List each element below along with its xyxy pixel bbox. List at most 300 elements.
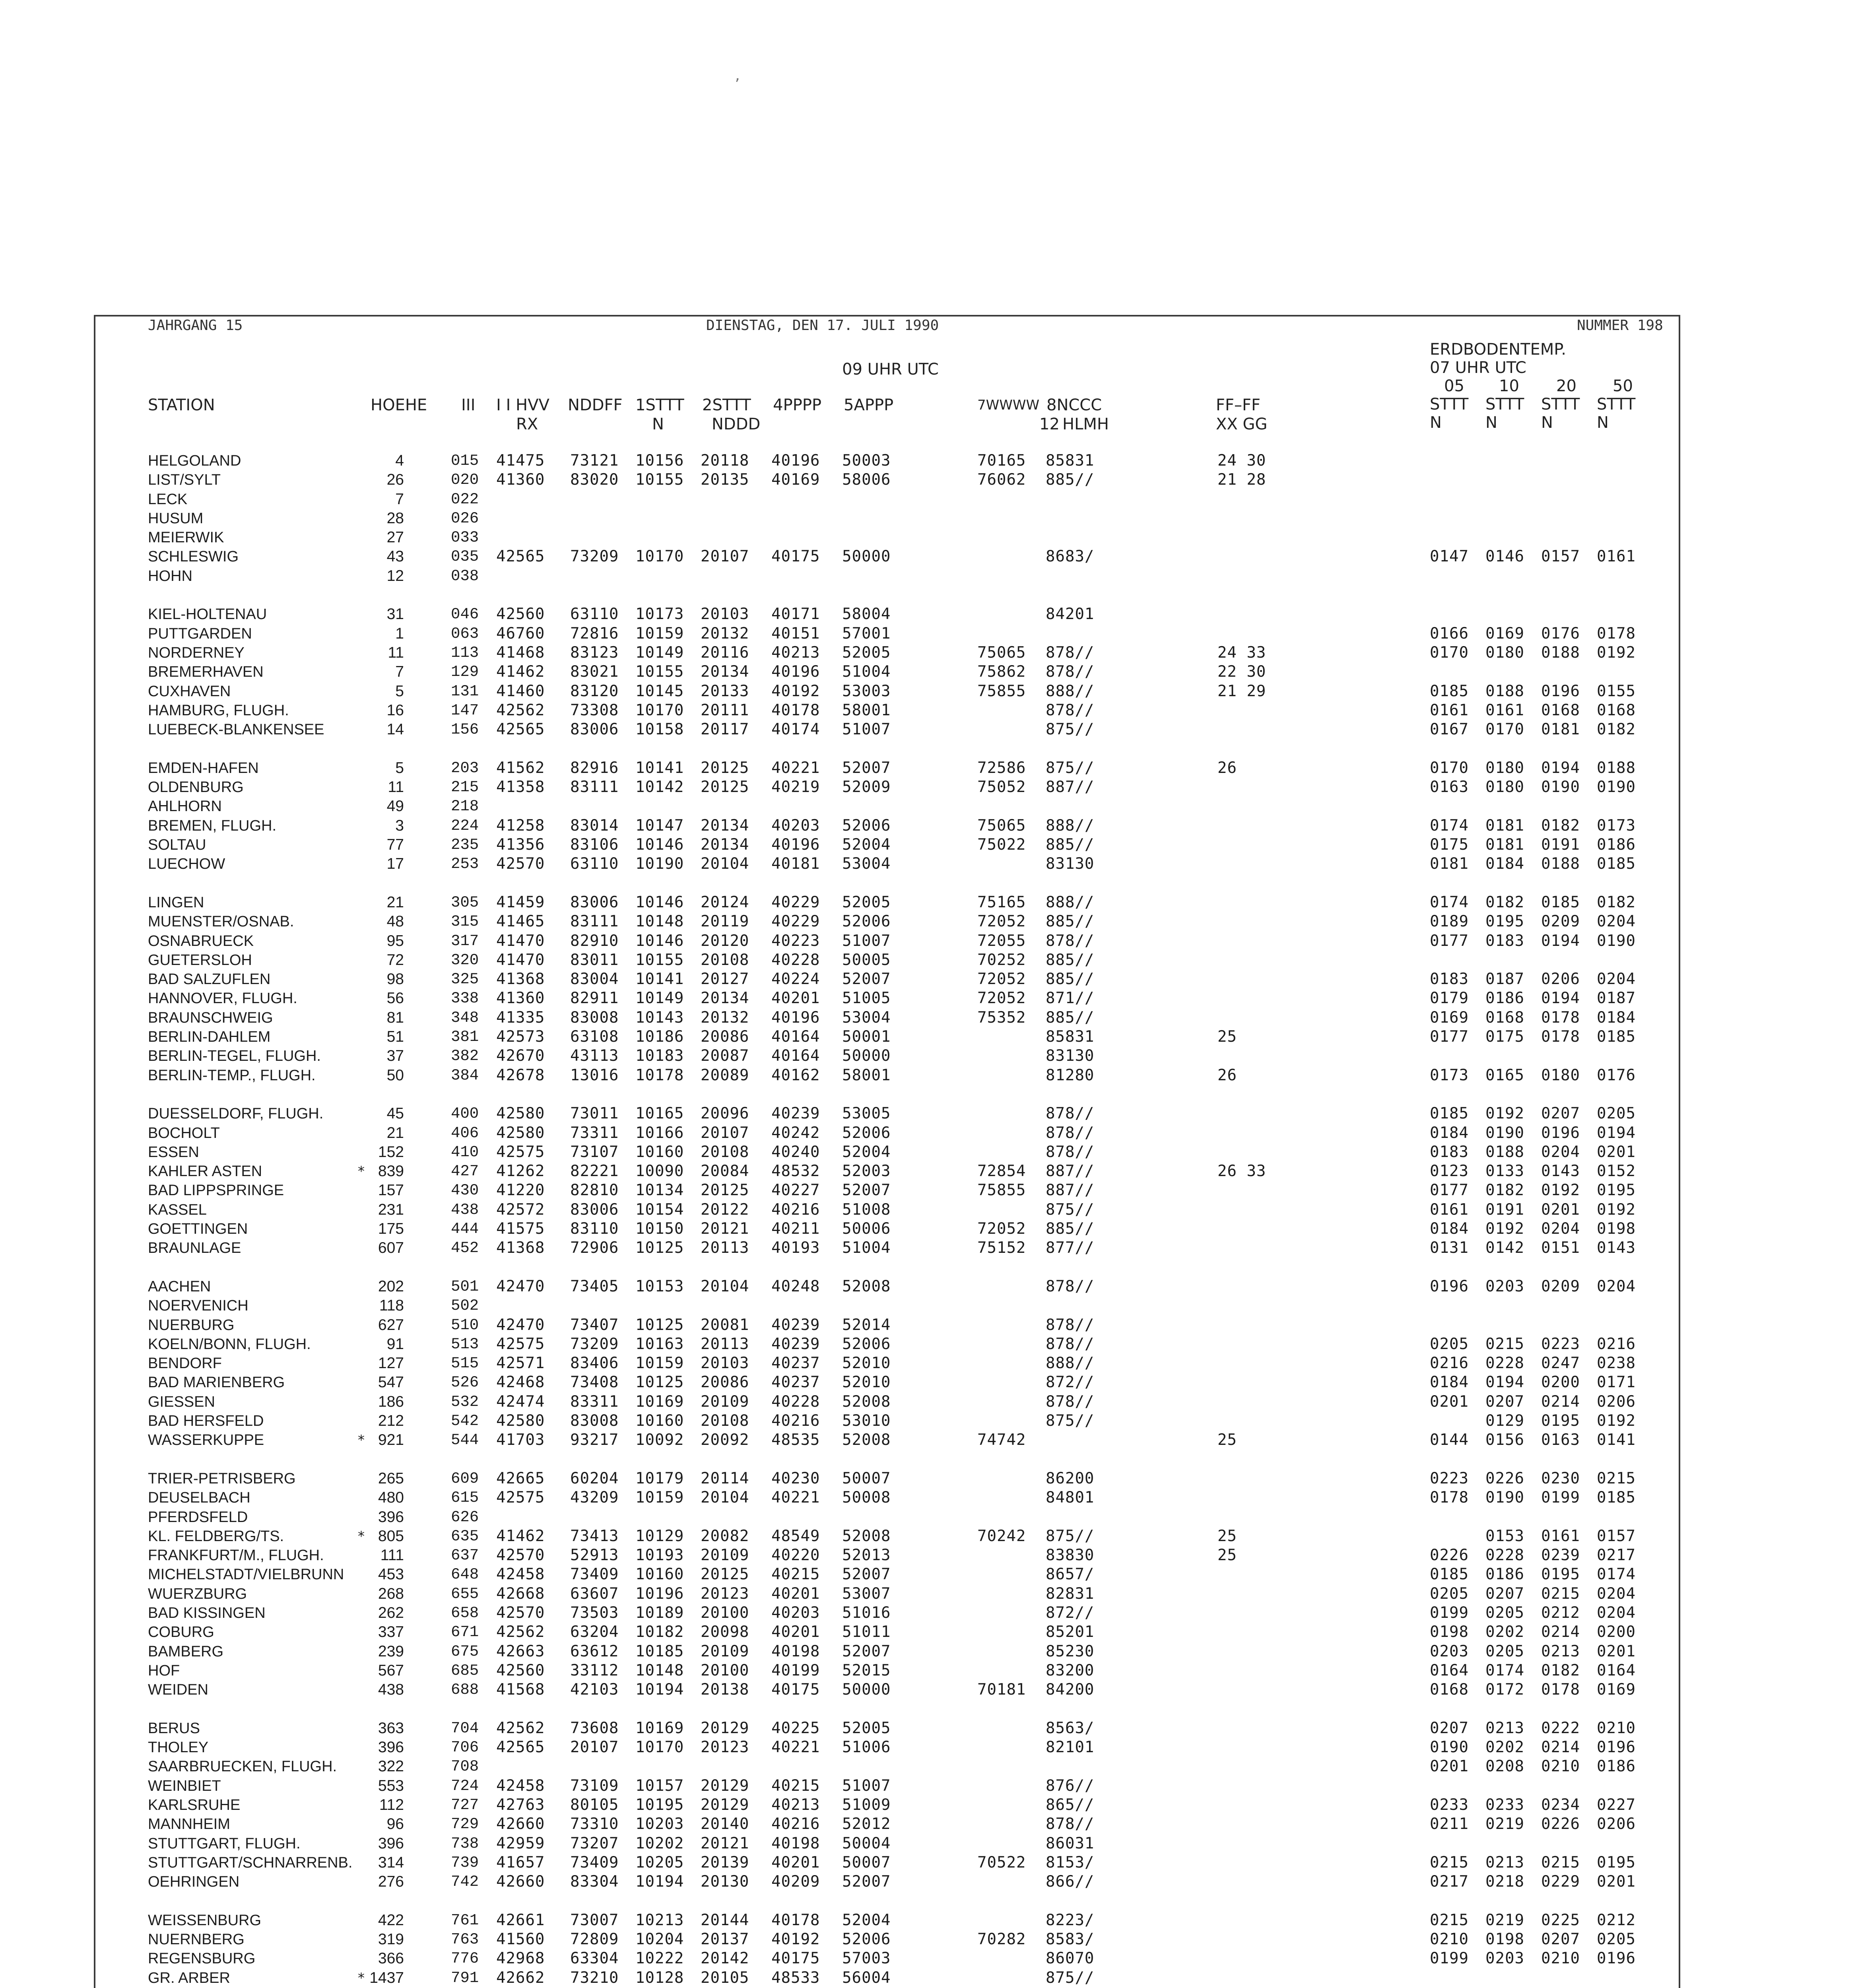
table-row	[0, 1796, 1860, 1814]
soil-temp-1: 0199	[1430, 1604, 1469, 1622]
synop-group-c7: 72854	[977, 1162, 1026, 1180]
soil-temp-1: 0170	[1430, 759, 1469, 777]
table-row	[0, 1412, 1860, 1430]
station-elevation: 5	[395, 759, 404, 777]
synop-group-c6: 50008	[842, 1489, 891, 1507]
synop-group-c3: 10204	[635, 1930, 684, 1948]
table-row	[0, 1354, 1860, 1373]
station-elevation: 4	[395, 452, 404, 469]
synop-group-c1: 42660	[496, 1815, 545, 1833]
synop-group-c3: 10179	[635, 1470, 684, 1487]
synop-group-c6: 52008	[842, 1393, 891, 1411]
soil-temp-2: 0202	[1485, 1738, 1524, 1756]
synop-group-c8: 8223/	[1046, 1911, 1095, 1929]
soil-temp-2: 0213	[1485, 1854, 1524, 1872]
table-row	[0, 471, 1860, 489]
synop-group-c8: 8563/	[1046, 1719, 1095, 1737]
soil-temp-1: 0161	[1430, 701, 1469, 719]
synop-group-c6: 52012	[842, 1815, 891, 1833]
synop-group-c6: 53005	[842, 1105, 891, 1122]
synop-group-c6: 52007	[842, 1642, 891, 1660]
synop-group-c5: 40229	[771, 893, 820, 911]
synop-group-c8: 878//	[1046, 1277, 1095, 1295]
synop-group-c7: 72052	[977, 970, 1026, 988]
soil-temp-3: 0195	[1541, 1565, 1580, 1583]
synop-group-c1: 41356	[496, 836, 545, 854]
synop-group-c1: 42570	[496, 855, 545, 873]
station-name: OSNABRUECK	[148, 933, 254, 949]
synop-group-c3: 10194	[635, 1681, 684, 1699]
table-row	[0, 1565, 1860, 1584]
1sttt-header: 1STTT	[635, 396, 684, 414]
synop-group-c8: 83130	[1046, 1047, 1095, 1065]
synop-group-c5: 40196	[771, 663, 820, 681]
synop-group-c5: 40227	[771, 1181, 820, 1199]
synop-group-c5: 40228	[771, 951, 820, 969]
date-label: DIENSTAG, DEN 17. JULI 1990	[706, 317, 939, 334]
synop-group-c6: 56004	[842, 1969, 891, 1987]
soil-temp-2: 0198	[1485, 1930, 1524, 1948]
synop-group-c5: 40192	[771, 682, 820, 700]
station-elevation: 262	[378, 1604, 404, 1621]
synop-group-ff: 21 28	[1217, 471, 1266, 489]
synop-group-c8: 83830	[1046, 1546, 1095, 1564]
synop-group-c1: 42458	[496, 1565, 545, 1583]
station-name: DEUSELBACH	[148, 1489, 250, 1506]
synop-group-c1: 41460	[496, 682, 545, 700]
synop-group-c4: 20104	[701, 855, 749, 873]
table-row	[0, 1681, 1860, 1699]
station-elevation: 7	[395, 663, 404, 680]
soil-temp-2: 0190	[1485, 1489, 1524, 1507]
synop-group-c5: 40171	[771, 605, 820, 623]
soil-temp-3: 0201	[1541, 1201, 1580, 1219]
soil-temp-2: 0186	[1485, 989, 1524, 1007]
synop-group-c1: 41468	[496, 644, 545, 662]
synop-group-c4: 20109	[701, 1642, 749, 1660]
station-name: DUESSELDORF, FLUGH.	[148, 1105, 324, 1122]
synop-group-c2: 73308	[570, 701, 619, 719]
station-index: 502	[451, 1297, 479, 1314]
table-row	[0, 1316, 1860, 1334]
station-index: 131	[451, 683, 479, 700]
synop-group-ff: 24 30	[1217, 452, 1266, 470]
synop-group-c4: 20142	[701, 1949, 749, 1967]
soil-temp-1: 0215	[1430, 1911, 1469, 1929]
station-name: BERLIN-TEGEL, FLUGH.	[148, 1048, 321, 1064]
soil-temp-4: 0206	[1597, 1393, 1636, 1411]
station-index: 532	[451, 1393, 479, 1411]
table-row	[0, 567, 1860, 585]
synop-group-c5: 40213	[771, 644, 820, 662]
station-name: BERLIN-DAHLEM	[148, 1029, 271, 1045]
synop-group-c8: 888//	[1046, 817, 1095, 835]
synop-group-c1: 42571	[496, 1354, 545, 1372]
soil-temp-2: 0191	[1485, 1201, 1524, 1219]
table-row	[0, 701, 1860, 720]
station-index: 305	[451, 894, 479, 911]
synop-group-c8: 8583/	[1046, 1930, 1095, 1948]
synop-group-c1: 41470	[496, 932, 545, 950]
table-row	[0, 970, 1860, 988]
synop-group-c5: 40203	[771, 1604, 820, 1622]
5appp-header: 5APPP	[844, 396, 894, 414]
synop-group-c6: 52004	[842, 1911, 891, 1929]
station-index: 235	[451, 836, 479, 854]
station-name: BAD LIPPSPRINGE	[148, 1182, 284, 1199]
8nccc-header: 8NCCC	[1046, 396, 1102, 414]
synop-group-c5: 40248	[771, 1277, 820, 1295]
station-name: WEINBIET	[148, 1778, 221, 1794]
synop-group-c6: 53004	[842, 855, 891, 873]
synop-group-c5: 40216	[771, 1412, 820, 1430]
synop-group-c5: 40239	[771, 1316, 820, 1334]
synop-group-c6: 52006	[842, 912, 891, 930]
synop-group-c7: 72052	[977, 912, 1026, 930]
soil-temp-4: 0201	[1597, 1642, 1636, 1660]
table-row	[0, 682, 1860, 701]
soil-temp-4: 0238	[1597, 1354, 1636, 1372]
soil-temp-1: 0177	[1430, 1181, 1469, 1199]
station-name: HAMBURG, FLUGH.	[148, 702, 289, 719]
station-index: 708	[451, 1758, 479, 1775]
soil-temp-4: 0168	[1597, 701, 1636, 719]
mountain-station-marker: *	[358, 1163, 365, 1179]
station-name: AACHEN	[148, 1278, 211, 1295]
soil-temp-4: 0192	[1597, 1412, 1636, 1430]
synop-group-c6: 52004	[842, 1143, 891, 1161]
synop-group-c4: 20133	[701, 682, 749, 700]
soil-temp-1: 0181	[1430, 855, 1469, 873]
soil-temp-2: 0213	[1485, 1719, 1524, 1737]
soil-temp-2: 0181	[1485, 836, 1524, 854]
station-index: 671	[451, 1623, 479, 1641]
soil-temp-3: 0143	[1541, 1162, 1580, 1180]
synop-group-c1: 41470	[496, 951, 545, 969]
station-elevation: 12	[386, 567, 404, 584]
synop-group-c7: 75862	[977, 663, 1026, 681]
soil-temp-3: 0191	[1541, 836, 1580, 854]
synop-group-c2: 73007	[570, 1911, 619, 1929]
synop-group-c2: 83004	[570, 970, 619, 988]
synop-group-c3: 10148	[635, 912, 684, 930]
depth-05: 05	[1444, 377, 1464, 395]
soil-temp-2: 0207	[1485, 1393, 1524, 1411]
station-name: BAMBERG	[148, 1643, 224, 1660]
synop-group-c6: 52008	[842, 1527, 891, 1545]
synop-group-c7: 75152	[977, 1239, 1026, 1257]
depth-10: 10	[1499, 377, 1519, 395]
synop-group-c4: 20123	[701, 1585, 749, 1603]
synop-group-c1: 42565	[496, 1738, 545, 1756]
soil-temp-3: 0190	[1541, 778, 1580, 796]
station-name: STUTTGART/SCHNARRENB.	[148, 1854, 353, 1871]
synop-group-c5: 40198	[771, 1642, 820, 1660]
station-index: 400	[451, 1105, 479, 1122]
station-name: COBURG	[148, 1624, 214, 1640]
soil-temp-3: 0194	[1541, 989, 1580, 1007]
soil-temp-4: 0204	[1597, 1277, 1636, 1295]
station-index: 724	[451, 1777, 479, 1795]
soil-temp-4: 0157	[1597, 1527, 1636, 1545]
station-index: 635	[451, 1528, 479, 1545]
station-index: 046	[451, 606, 479, 623]
stt-header-2: STTT	[1485, 395, 1524, 414]
synop-group-c4: 20137	[701, 1930, 749, 1948]
synop-group-c2: 72906	[570, 1239, 619, 1257]
synop-group-c3: 10125	[635, 1316, 684, 1334]
station-name: HELGOLAND	[148, 452, 241, 469]
synop-group-c6: 58004	[842, 605, 891, 623]
synop-group-c3: 10163	[635, 1335, 684, 1353]
synop-group-c8: 887//	[1046, 1181, 1095, 1199]
station-elevation: 363	[378, 1720, 404, 1737]
synop-group-c5: 40220	[771, 1546, 820, 1564]
synop-group-c2: 82810	[570, 1181, 619, 1199]
soil-temp-4: 0186	[1597, 1757, 1636, 1775]
synop-group-c2: 83008	[570, 1412, 619, 1430]
synop-group-c1: 41360	[496, 471, 545, 489]
synop-group-c2: 60204	[570, 1470, 619, 1487]
soil-temp-3: 0157	[1541, 547, 1580, 565]
soil-temp-4: 0215	[1597, 1470, 1636, 1487]
synop-group-c5: 40151	[771, 625, 820, 643]
synop-group-c6: 51007	[842, 932, 891, 950]
synop-group-c6: 52010	[842, 1354, 891, 1372]
table-row	[0, 1835, 1860, 1853]
synop-group-c8: 8657/	[1046, 1565, 1095, 1583]
station-elevation: 51	[386, 1028, 404, 1045]
scan-mark: ʼ	[735, 76, 740, 94]
ff-header: FF–FF	[1216, 396, 1261, 414]
station-elevation: 49	[386, 798, 404, 815]
soil-temp-4: 0178	[1597, 625, 1636, 643]
soil-temp-3: 0200	[1541, 1373, 1580, 1391]
station-index: 406	[451, 1124, 479, 1142]
synop-group-c4: 20107	[701, 547, 749, 565]
synop-group-c1: 41462	[496, 1527, 545, 1545]
nddff-header: NDDFF	[568, 396, 623, 414]
synop-group-c4: 20082	[701, 1527, 749, 1545]
synop-group-c2: 73311	[570, 1124, 619, 1142]
table-row	[0, 778, 1860, 796]
synop-group-c5: 40242	[771, 1124, 820, 1142]
station-elevation: 127	[378, 1355, 404, 1372]
soil-temp-4: 0182	[1597, 720, 1636, 738]
synop-group-c2: 83110	[570, 1220, 619, 1238]
soil-temp-1: 0161	[1430, 1201, 1469, 1219]
station-index: 542	[451, 1412, 479, 1430]
station-name: BAD HERSFELD	[148, 1413, 264, 1429]
station-index: 742	[451, 1873, 479, 1891]
soil-temp-2: 0192	[1485, 1220, 1524, 1238]
synop-group-c3: 10169	[635, 1719, 684, 1737]
station-name: CUXHAVEN	[148, 683, 231, 700]
synop-group-c6: 52007	[842, 1181, 891, 1199]
station-name: MANNHEIM	[148, 1816, 230, 1833]
soil-temp-4: 0141	[1597, 1431, 1636, 1449]
soil-temp-3: 0181	[1541, 720, 1580, 738]
soil-temp-4: 0184	[1597, 1009, 1636, 1027]
station-elevation: 202	[378, 1278, 404, 1295]
synop-group-c2: 73011	[570, 1105, 619, 1122]
synop-group-c8: 81280	[1046, 1066, 1095, 1084]
soil-temp-1: 0170	[1430, 644, 1469, 662]
synop-group-c2: 73608	[570, 1719, 619, 1737]
synop-group-c8: 885//	[1046, 1220, 1095, 1238]
synop-group-c3: 10183	[635, 1047, 684, 1065]
station-elevation: 21	[386, 894, 404, 911]
soil-temp-3: 0178	[1541, 1028, 1580, 1046]
synop-group-c4: 20098	[701, 1623, 749, 1641]
soil-temp-2: 0205	[1485, 1642, 1524, 1660]
synop-group-c6: 57003	[842, 1949, 891, 1967]
soil-temp-1: 0203	[1430, 1642, 1469, 1660]
station-name: HANNOVER, FLUGH.	[148, 990, 297, 1007]
soil-temp-4: 0190	[1597, 932, 1636, 950]
synop-group-c1: 42573	[496, 1028, 545, 1046]
n-header-1: N	[1430, 414, 1442, 432]
synop-group-c5: 40219	[771, 778, 820, 796]
synop-group-c8: 878//	[1046, 1105, 1095, 1122]
soil-temp-2: 0180	[1485, 644, 1524, 662]
synop-group-c6: 50003	[842, 452, 891, 470]
table-row	[0, 855, 1860, 873]
synop-group-c8: 875//	[1046, 1412, 1095, 1430]
synop-group-c2: 73503	[570, 1604, 619, 1622]
soil-temp-4: 0186	[1597, 836, 1636, 854]
synop-group-c1: 41703	[496, 1431, 545, 1449]
synop-group-c7: 75855	[977, 682, 1026, 700]
station-index: 381	[451, 1028, 479, 1046]
synop-group-c1: 42570	[496, 1546, 545, 1564]
synop-group-c5: 40193	[771, 1239, 820, 1257]
soil-temp-1: 0205	[1430, 1585, 1469, 1603]
synop-group-c7: 75052	[977, 778, 1026, 796]
station-index: 658	[451, 1604, 479, 1622]
soil-temp-4: 0200	[1597, 1623, 1636, 1641]
station-name: KARLSRUHE	[148, 1797, 241, 1813]
synop-group-c6: 51007	[842, 720, 891, 738]
synop-group-c1: 42560	[496, 1662, 545, 1679]
soil-temp-3: 0222	[1541, 1719, 1580, 1737]
station-name: GOETTINGEN	[148, 1221, 248, 1237]
synop-group-c4: 20108	[701, 1412, 749, 1430]
station-elevation: 839	[378, 1163, 404, 1180]
soil-temp-4: 0190	[1597, 778, 1636, 796]
soil-temp-4: 0182	[1597, 893, 1636, 911]
synop-group-c6: 52006	[842, 817, 891, 835]
station-elevation: 98	[386, 971, 404, 988]
station-index: 218	[451, 798, 479, 815]
station-elevation: 11	[388, 779, 404, 796]
synop-group-c6: 52005	[842, 1719, 891, 1737]
synop-group-c8: 878//	[1046, 1143, 1095, 1161]
synop-group-c1: 42661	[496, 1911, 545, 1929]
station-index: 763	[451, 1931, 479, 1948]
station-elevation: 265	[378, 1470, 404, 1487]
synop-group-c5: 40237	[771, 1373, 820, 1391]
synop-group-c5: 40181	[771, 855, 820, 873]
synop-group-c6: 52003	[842, 1162, 891, 1180]
station-name: BREMERHAVEN	[148, 664, 264, 680]
synop-group-c4: 20124	[701, 893, 749, 911]
synop-group-c3: 10129	[635, 1527, 684, 1545]
synop-group-c7: 75065	[977, 644, 1026, 662]
table-row	[0, 1028, 1860, 1046]
station-elevation: 1437	[369, 1969, 404, 1986]
issue-number: NUMMER 198	[1577, 317, 1663, 334]
synop-group-c8: 866//	[1046, 1873, 1095, 1891]
station-index: 026	[451, 510, 479, 527]
synop-group-c8: 878//	[1046, 1815, 1095, 1833]
synop-group-c7: 75022	[977, 836, 1026, 854]
synop-group-c6: 51009	[842, 1796, 891, 1814]
synop-group-c1: 41360	[496, 989, 545, 1007]
synop-group-c4: 20125	[701, 1181, 749, 1199]
synop-group-c3: 10159	[635, 625, 684, 643]
soil-temp-3: 0209	[1541, 912, 1580, 930]
synop-group-c2: 80105	[570, 1796, 619, 1814]
synop-group-c4: 20134	[701, 817, 749, 835]
synop-group-c6: 51006	[842, 1738, 891, 1756]
table-row	[0, 893, 1860, 912]
synop-group-c4: 20123	[701, 1738, 749, 1756]
synop-group-c2: 72809	[570, 1930, 619, 1948]
synop-group-c6: 50000	[842, 1681, 891, 1699]
station-elevation: 17	[386, 855, 404, 872]
synop-group-c3: 10213	[635, 1911, 684, 1929]
synop-group-c6: 51016	[842, 1604, 891, 1622]
synop-group-c2: 72816	[570, 625, 619, 643]
synop-group-c2: 73121	[570, 452, 619, 470]
synop-group-c3: 10141	[635, 759, 684, 777]
synop-group-c3: 10146	[635, 893, 684, 911]
synop-group-c7: 72055	[977, 932, 1026, 950]
synop-group-ff: 26	[1217, 759, 1237, 777]
station-name: PUTTGARDEN	[148, 625, 252, 642]
synop-group-c5: 40196	[771, 452, 820, 470]
synop-group-c2: 73405	[570, 1277, 619, 1295]
synop-group-c7: 72052	[977, 1220, 1026, 1238]
soil-temp-1: 0174	[1430, 817, 1469, 835]
synop-group-c8: 887//	[1046, 1162, 1095, 1180]
soil-temp-4: 0174	[1597, 1565, 1636, 1583]
soil-temp-4: 0194	[1597, 1124, 1636, 1142]
soil-temp-2: 0169	[1485, 625, 1524, 643]
synop-group-c7: 70252	[977, 951, 1026, 969]
synop-group-c3: 10155	[635, 951, 684, 969]
synop-group-c6: 58006	[842, 471, 891, 489]
synop-group-c3: 10148	[635, 1662, 684, 1679]
synop-group-c2: 13016	[570, 1066, 619, 1084]
soil-temp-3: 0188	[1541, 644, 1580, 662]
table-row	[0, 720, 1860, 739]
synop-group-c5: 40239	[771, 1105, 820, 1122]
synop-group-c8: 86031	[1046, 1835, 1095, 1852]
synop-group-c1: 41262	[496, 1162, 545, 1180]
station-elevation: 14	[386, 721, 404, 738]
synop-group-c2: 83120	[570, 682, 619, 700]
erdboden-utc: 07 UHR UTC	[1430, 359, 1526, 377]
station-index: 015	[451, 452, 479, 470]
station-name: BRAUNLAGE	[148, 1240, 241, 1256]
station-index: 776	[451, 1950, 479, 1967]
depth-50: 50	[1613, 377, 1633, 395]
soil-temp-3: 0176	[1541, 625, 1580, 643]
synop-group-c2: 83008	[570, 1009, 619, 1027]
soil-temp-2: 0188	[1485, 1143, 1524, 1161]
